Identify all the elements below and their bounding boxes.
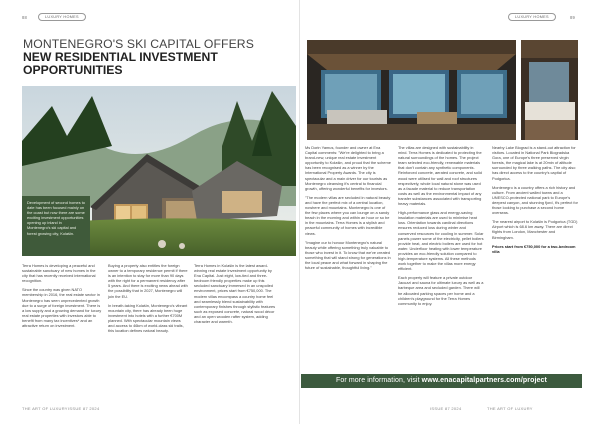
paragraph: Since the country was given NATO membership in 2016, the real estate sector in Montenegro has seen unprecedented growth due to a surge of foreign investment. There is a low supply and a growing demand for luxury real estate properties with investors able to benefit from many tax incentives* and an attractive return on investment. bbox=[22, 287, 102, 329]
info-banner bbox=[301, 374, 582, 388]
footer-publication-right: THE ART OF LUXURY bbox=[487, 406, 533, 411]
paragraph: The nearest airport to Kolašin is Podgorica (TGD) Airport which is 68.6 km away. There are direct flights from London, Manchester and Birmingham. bbox=[492, 219, 578, 240]
paragraph: Ms Dorin Yamus, founder and owner at Ena Capital comments: "We're delighted to bring a brand-new, unique real estate investment opportunity to Kolašin, and proud that the scheme has been recognised as a winner by the International Property Awards. The city is spectacular and a main driver for our tourists as Montenegro cleansing it's central to financial growth, offering wonderful benefits for investors. bbox=[305, 145, 391, 191]
headline-line-2: NEW RESIDENTIAL INVESTMENT OPPORTUNITIES bbox=[23, 50, 218, 77]
page-number-right: 89 bbox=[570, 15, 576, 20]
paragraph: The villas are designed with sustainability in mind. Terra Homes is dedicated to protecting the natural surroundings of the homes. The project team selected eco-friendly, renewable materials that don't contain any synthetic components. Reinforced concrete, aerated concrete, and solid wood were utilised for wall and roof structures respectively, whole local natural stone was used as a facade material to reduce transportation costs as well as the environmental impact of any transfer substances associated with transporting heavy materials. bbox=[398, 145, 482, 207]
article-column-2 bbox=[108, 263, 188, 337]
interior-photo-illustration bbox=[307, 40, 516, 140]
headline-line-1: MONTENEGRO'S SKI CAPITAL OFFERS bbox=[23, 37, 254, 51]
article-column-1 bbox=[22, 263, 102, 332]
prices-highlight: Prices start from €750,000 for a two-bedroom villa bbox=[492, 243, 576, 254]
article-column-6 bbox=[492, 145, 578, 258]
section-label-right: LUXURY HOMES bbox=[508, 13, 556, 21]
paragraph: Buying a property also entitles the foreign owner to a temporary residence permit if there is an intention to stay for more than 90 days with the right for a permanent residency after 5 years. And there is exciting news ahead with the possibility that in 2027, Montenegro will join the EU. bbox=[108, 263, 188, 299]
paragraph: Montenegro is a country offers a rich history and culture. From ancient walled towns and a UNESCO-protected national park to Europe's deepest canyon, and stunning fjord, it's perfect for those looking to purchase a second home overseas. bbox=[492, 184, 578, 216]
footer-issue-left: ISSUE 87 2024 bbox=[68, 406, 100, 411]
article-column-3 bbox=[194, 263, 276, 328]
paragraph: High-performance glass and energy-saving insulation materials are used to minimise heat loss. Orientation towards cardinal directions ensures reduced loss during winter and conserved resources for cooling in summer. Solar panels power some of the electricity, pellet boilers provide heat, and electric boilers are used for hot water. Underfloor heating with lower temperature provides an eco-friendly solution compared to high-temperature systems. All these methods work together to make the villas more energy efficient. bbox=[398, 210, 484, 272]
paragraph: In breath-taking Kolašin, Montenegro's vibrant mountain city, there has already been huge investment into hotels with a further €700M planned. With spectacular mountain views and access to 46km of world-class ski trails, this location defines natural beauty. bbox=[108, 302, 188, 334]
paragraph: "Imagine our to honour Montenegro's natural beauty while offering something truly valuable to those who invest in it. To know that we've created something that will stand strong for generations in the local peace and what forward in shaping the future of sustainable, thoughtful living." bbox=[305, 239, 391, 271]
paragraph: "The modern villas are secluded in natural beauty and have the perfect mix of a central location, nowhere and mountains. Montenegro is one of the few places where you can lounge on a sandy beach in the morning and within an hour or so be in the mountains. Terra Homes is a stylish and peaceful community of homes with incredible views. bbox=[305, 194, 391, 236]
paragraph: Terra Homes is developing a peaceful and sustainable sanctuary of new homes in the city that has recently received international recognition. bbox=[22, 263, 96, 284]
footer-issue-right: ISSUE 87 2024 bbox=[430, 406, 462, 411]
photo-caption: Development of second homes to date has been focused mainly on the coast but now there are some exciting investment opportunities opening up inland in Montenegro's ski capital and forest growing city, Kolašin. bbox=[22, 196, 90, 256]
interior-photo bbox=[307, 40, 516, 140]
banner-prefix: For more information, visit bbox=[336, 377, 422, 384]
paragraph: Terra Homes in Kolašin is the latest award-winning real estate investment opportunity by Ena Capital. Just eight, low-tied and three-bedroom friendly properties make up this secluded sanctuary immersed in an unspoiled environment, prices start from €750,000. The modern villas encompass a country home feel and seamlessly blend sustainability with contemporary finishes through stylistic features such as exposed concrete, natural wood décor and an open wooden rafter system, adding character and warmth. bbox=[194, 263, 276, 325]
article-column-5 bbox=[398, 145, 484, 310]
paragraph: Nearby Lake Biograd is a stand-out attraction for visitors. Located in National Park Biogradska Gora, one of Europe's three preserved virgin forests, the magical lake is at 20min of altitude surrounded by three walking paths. The city also has direct access to the country's capital of Podgorica. bbox=[492, 145, 576, 181]
footer-publication-left: THE ART OF LUXURY bbox=[22, 406, 68, 411]
paragraph: Each property will feature a private outdoor Jacuzzi and sauna for ultimate luxury as well as a barbeque area and secluded garden. There will be allocated parking spaces per home and a children's playground for the Terra Homes community to enjoy. bbox=[398, 275, 484, 306]
website-link[interactable]: www.enacapitalpartners.com/project bbox=[421, 377, 547, 384]
section-label-left: LUXURY HOMES bbox=[38, 13, 86, 21]
bedroom-photo-illustration bbox=[521, 40, 578, 140]
page-number-left: 88 bbox=[22, 15, 28, 20]
bedroom-photo bbox=[521, 40, 578, 140]
article-column-4 bbox=[305, 145, 391, 274]
